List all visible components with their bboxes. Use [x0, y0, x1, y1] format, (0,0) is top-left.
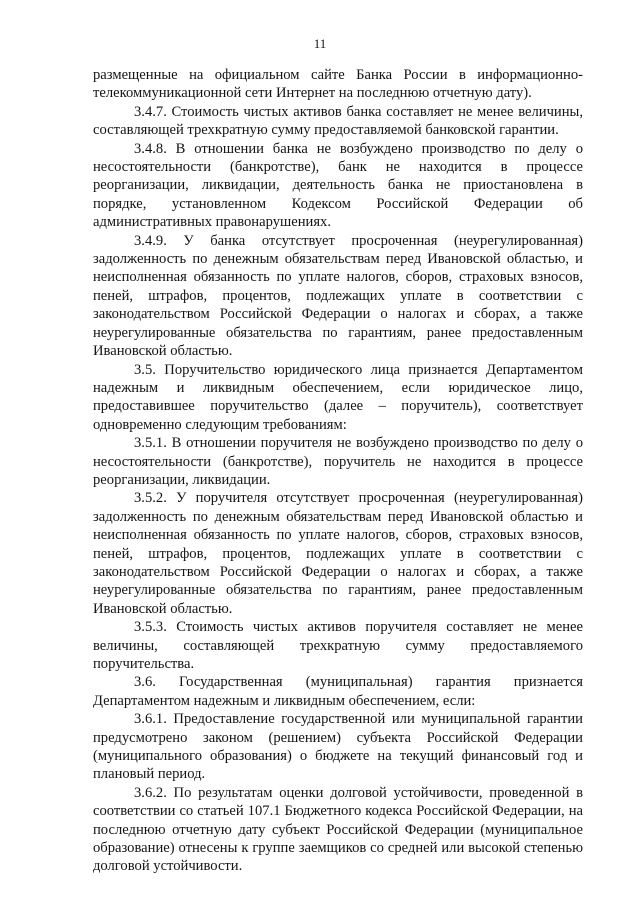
paragraph-3-4-8: 3.4.8. В отношении банка не возбуждено производство по делу о несостоятельности (банкротстве), банк не находится в процессе реорганизации, ликвидации, деятельность банка не приостановлена в порядке, установленном Кодексом Российской Федерации об административных правонарушениях. — [93, 140, 583, 231]
paragraph-3-5-3: 3.5.3. Стоимость чистых активов поручителя составляет не менее величины, составляющей трехкратную сумму предоставляемого поручительства. — [93, 619, 583, 672]
paragraph-3-5-2: 3.5.2. У поручителя отсутствует просроченная (неурегулированная) задолженность по денежным обязательствам перед Ивановской областью и неисполненная обязанность по уплате налогов, сборов, страховых взносов, пеней, штрафов, процентов, подлежащих уплате в соответствии с законодательством Российской Федерации о налогах и сборах, а также неурегулированные обязательства по гарантиям, ранее предоставленным Ивановской областью. — [93, 490, 583, 617]
paragraph-3-4-9: 3.4.9. У банка отсутствует просроченная (неурегулированная) задолженность по денежным обязательствам перед Ивановской областью, и неисполненная обязанность по уплате налогов, сборов, страховых взносов, пеней, штрафов, процентов, подлежащих уплате в соответствии с законодательством Российской Федерации о налогах и сборах, а также неурегулированные обязательства по гарантиям, ранее предоставленным Ивановской областью. — [93, 232, 583, 360]
paragraph-3-6-2: 3.6.2. По результатам оценки долговой устойчивости, проведенной в соответствии со статьей 107.1 Бюджетного кодекса Российской Федерации, на последнюю отчетную дату субъект Российской Федерации (муниципальное образование) отнесены к группе заемщиков со средней или высокой степенью долговой устойчивости. — [93, 784, 583, 875]
paragraph-3-5-1: 3.5.1. В отношении поручителя не возбуждено производство по делу о несостоятельности (банкротстве), поручитель не находится в процессе реорганизации, ликвидации. — [93, 435, 583, 488]
paragraph-3-4-7: 3.4.7. Стоимость чистых активов банка составляет не менее величины, составляющей трехкратную сумму предоставляемой банковской гарантии. — [93, 103, 583, 139]
document-body — [93, 66, 583, 876]
paragraph-continuation: размещенные на официальном сайте Банка России в информационно-телекоммуникационной сети Интернет на последнюю отчетную дату). — [93, 67, 583, 102]
paragraph-3-5: 3.5. Поручительство юридического лица признается Департаментом надежным и ликвидным обеспечением, если юридическое лицо, предоставившее поручительство (далее – поручитель), соответствует одновременно следующим требованиям: — [93, 361, 583, 433]
page-number: 11 — [313, 36, 327, 51]
paragraph-3-6-1: 3.6.1. Предоставление государственной или муниципальной гарантии предусмотрено законом (решением) субъекта Российской Федерации (муниципального образования) о бюджете на текущий финансовый год и плановый период. — [93, 711, 583, 783]
paragraph-3-6: 3.6. Государственная (муниципальная) гарантия признается Департаментом надежным и ликвидным обеспечением, если: — [93, 674, 583, 709]
